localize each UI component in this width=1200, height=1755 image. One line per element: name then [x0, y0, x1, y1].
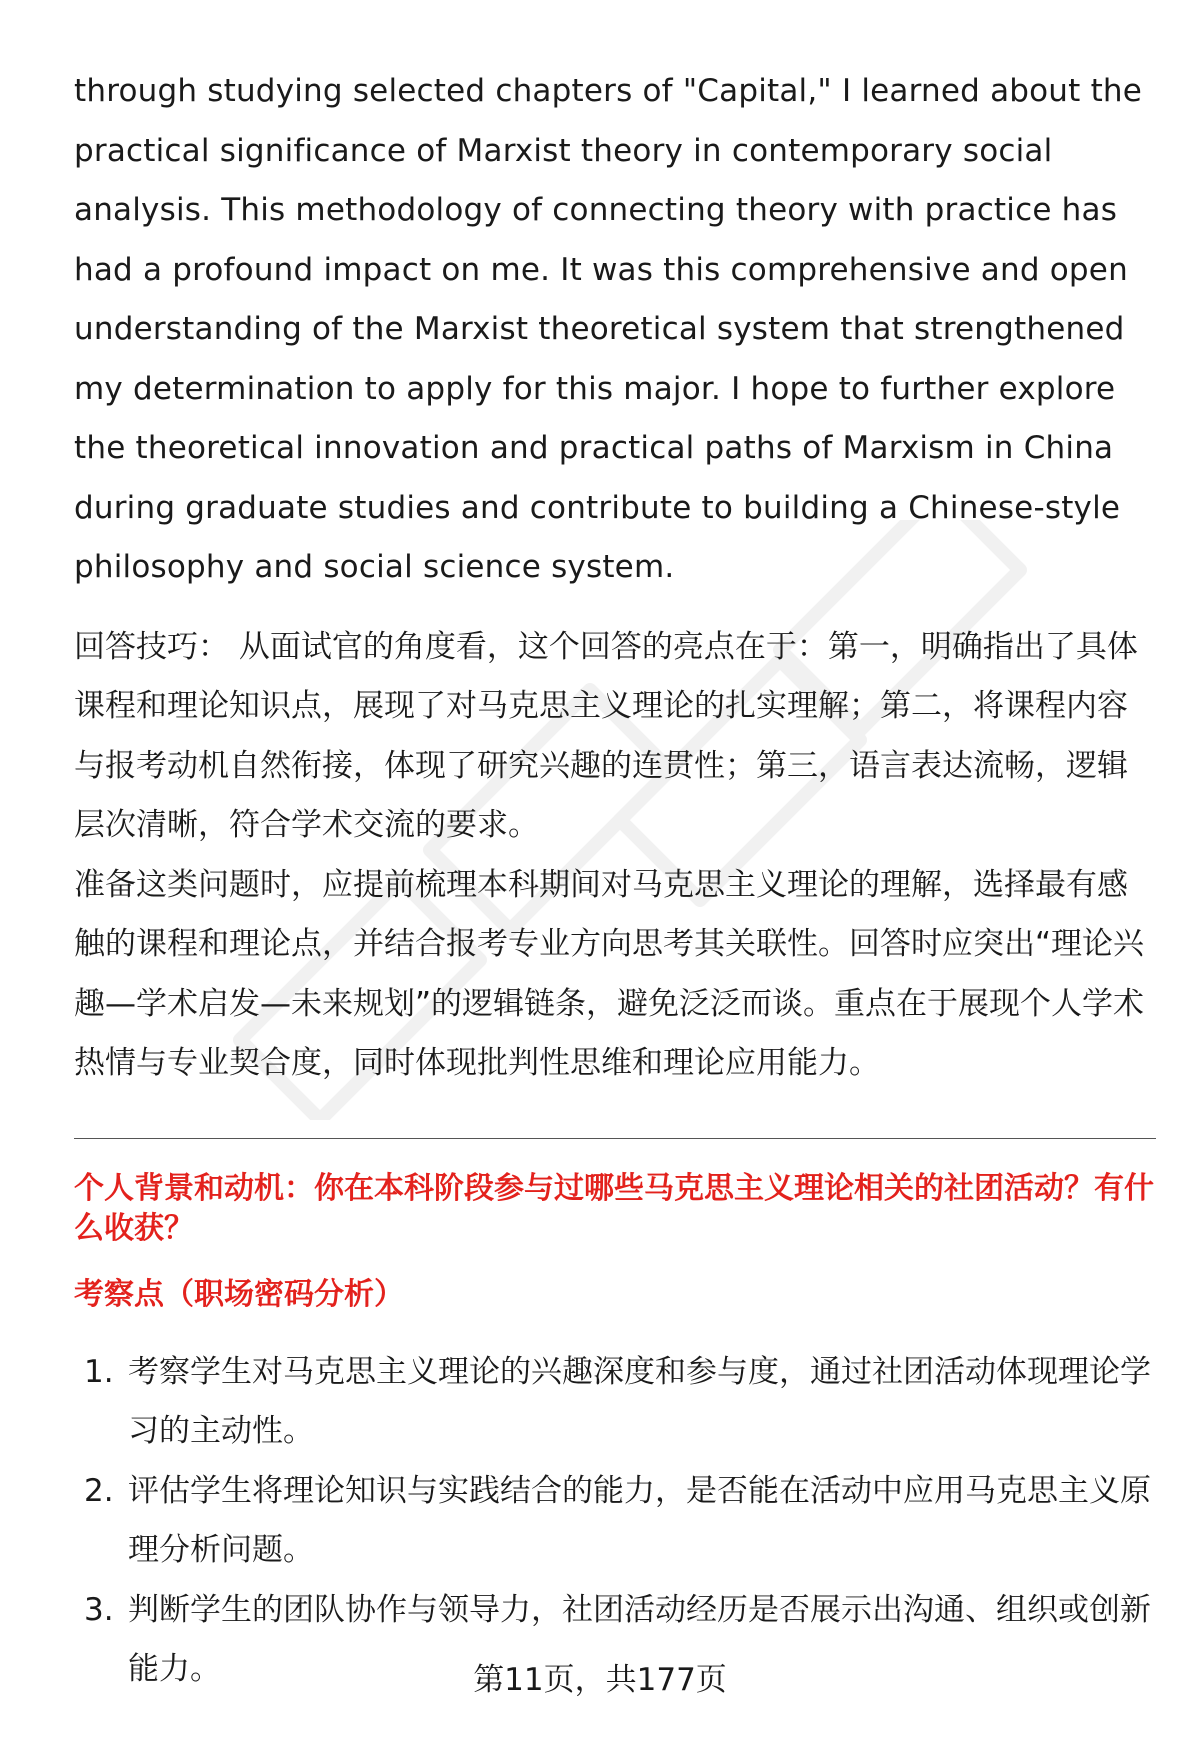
list-item-text: 考察学生对马克思主义理论的兴趣深度和参与度，通过社团活动体现理论学习的主动性。 [128, 1353, 1151, 1449]
list-item-number: 1. [84, 1353, 114, 1390]
page-content [74, 62, 1156, 1700]
list-item-number: 2. [84, 1472, 114, 1509]
tips-paragraph-2: 准备这类问题时，应提前梳理本科期间对马克思主义理论的理解，选择最有感触的课程和理论点，并结合报考专业方向思考其关联性。回答时应突出“理论兴趣—学术启发—未来规划”的逻辑链条，避免泛泛而谈。重点在于展现个人学术热情与专业契合度，同时体现批判性思维和理论应用能力。 [74, 866, 1145, 1081]
question-heading: 个人背景和动机：你在本科阶段参与过哪些马克思主义理论相关的社团活动？有什么收获？ [74, 1170, 1154, 1246]
list-item [74, 1343, 1156, 1462]
list-item-text: 判断学生的团队协作与领导力，社团活动经历是否展示出沟通、组织或创新能力。 [128, 1591, 1151, 1687]
page-footer: 第11页，共177页 [473, 1662, 727, 1698]
list-item-text: 评估学生将理论知识与实践结合的能力，是否能在活动中应用马克思主义原理分析问题。 [128, 1472, 1151, 1568]
answer-tips [74, 618, 1156, 1094]
assessment-list [74, 1343, 1156, 1700]
answer-paragraph: through studying selected chapters of "Capital," I learned about the practical significance of Marxist theory in contemporary social analysis. This methodology of connecting theory with practice has had a profound impact on me. It was this comprehensive and open understanding of the Marxist theoretical system that strengthened my determination to apply for this major. I hope to further explore the theoretical innovation and practical paths of Marxism in China during graduate studies and contribute to building a Chinese-style philosophy and social science system. [74, 73, 1143, 585]
list-item [74, 1462, 1156, 1581]
section-divider [74, 1138, 1156, 1139]
list-item-number: 3. [84, 1591, 114, 1628]
tips-paragraph-1: 回答技巧： 从面试官的角度看，这个回答的亮点在于：第一，明确指出了具体课程和理论知识点，展现了对马克思主义理论的扎实理解；第二，将课程内容与报考动机自然衔接，体现了研究兴趣的连贯性；第三，语言表达流畅，逻辑层次清晰，符合学术交流的要求。 [74, 628, 1138, 843]
assessment-heading: 考察点（职场密码分析） [74, 1276, 404, 1312]
